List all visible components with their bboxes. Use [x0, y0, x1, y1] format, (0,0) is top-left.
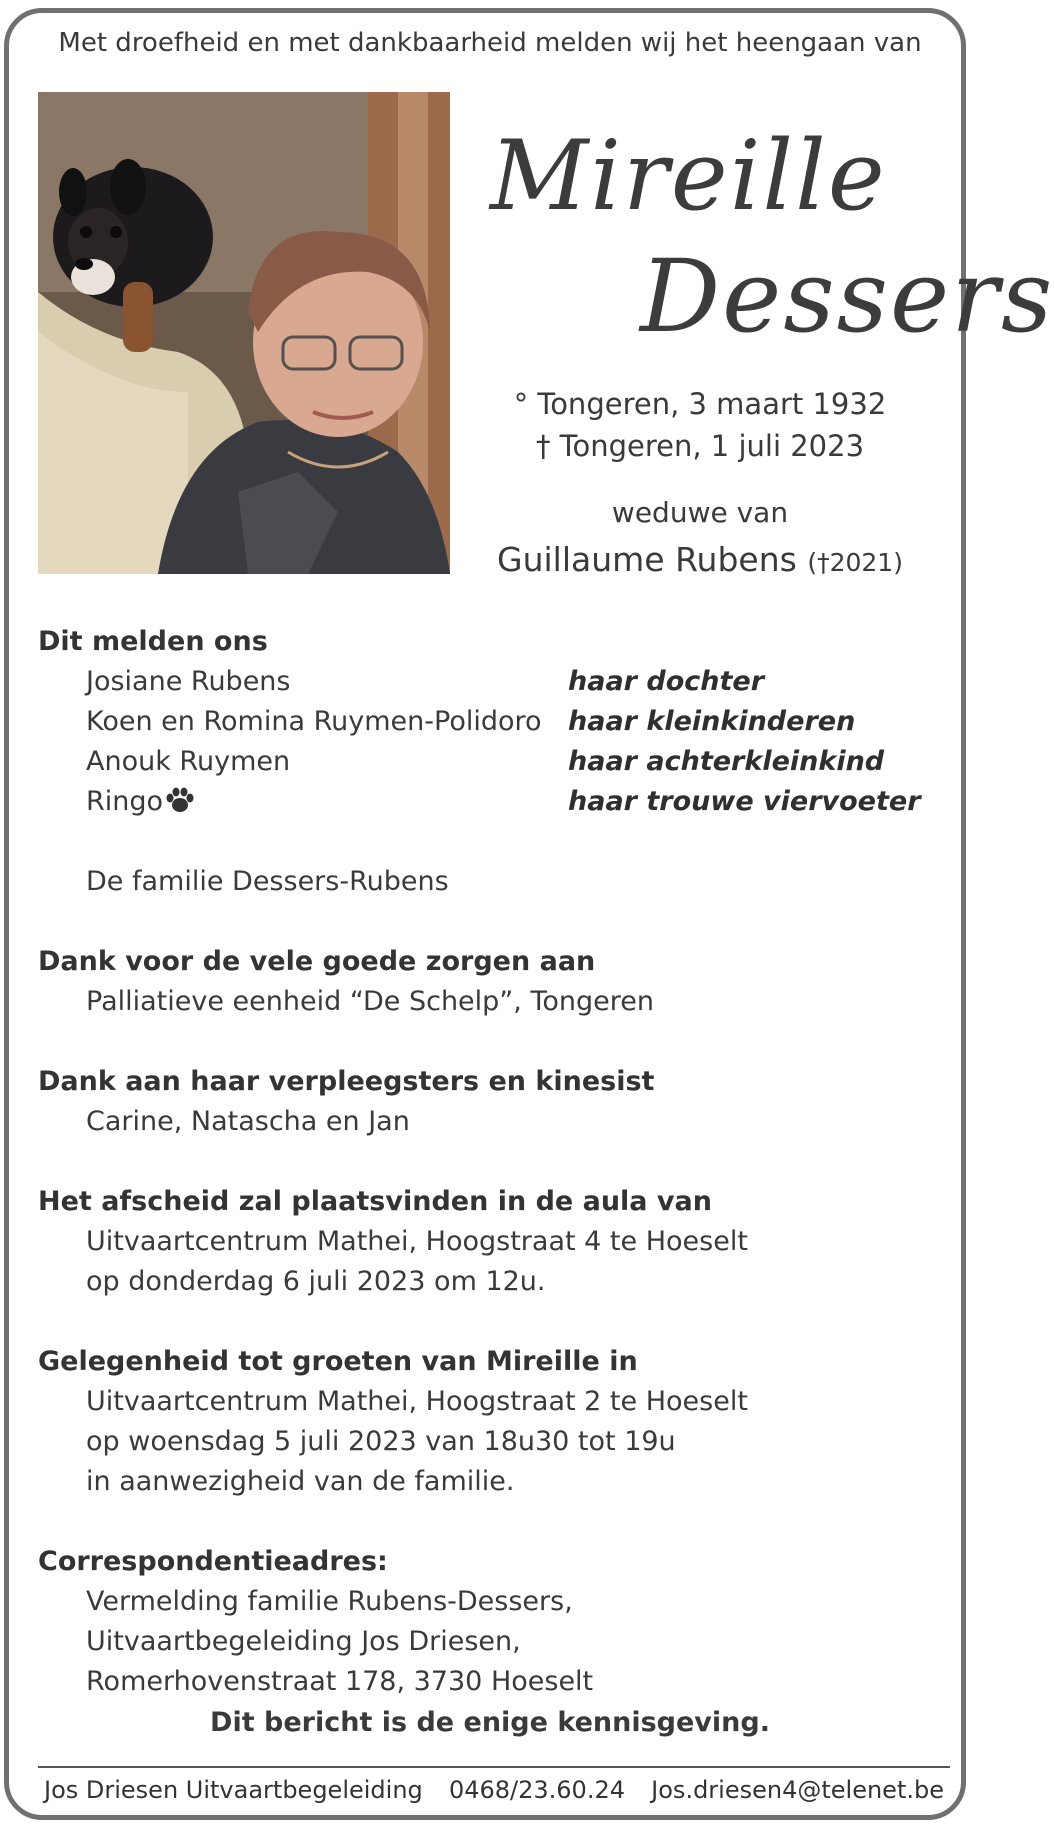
footer-phone[interactable]: 0468/23.60.24	[448, 1776, 625, 1804]
correspondence-line: Vermelding familie Rubens-Dessers,	[86, 1586, 573, 1617]
closing-note: Dit bericht is de enige kennisgeving.	[210, 1707, 770, 1738]
portrait-photo	[38, 92, 450, 574]
greeting-heading: Gelegenheid tot groeten van Mireille in	[38, 1346, 638, 1377]
greeting-line: in aanwezigheid van de familie.	[86, 1466, 515, 1497]
relative-name: Anouk Ruymen	[86, 746, 291, 777]
husband-death: (†2021)	[807, 548, 903, 577]
birth-date: ° Tongeren, 3 maart 1932	[513, 387, 887, 421]
greeting-line: Uitvaartcentrum Mathei, Hoogstraat 2 te Hoeselt	[86, 1386, 748, 1417]
correspondence-line: Uitvaartbegeleiding Jos Driesen,	[86, 1626, 521, 1657]
announcers-heading: Dit melden ons	[38, 626, 268, 657]
relative-row	[38, 702, 958, 742]
relative-name-pet	[38, 782, 568, 822]
farewell-heading: Het afscheid zal plaatsvinden in de aula van	[38, 1186, 712, 1217]
footer-divider	[38, 1766, 950, 1768]
relative-role: haar dochter	[568, 666, 765, 697]
farewell-line: op donderdag 6 juli 2023 om 12u.	[86, 1266, 546, 1297]
relative-name: Koen en Romina Ruymen-Polidoro	[86, 706, 542, 737]
life-dates	[420, 383, 980, 467]
correspondence-line: Romerhovenstraat 178, 3730 Hoeselt	[86, 1666, 594, 1697]
announcement-body	[38, 622, 958, 1702]
death-date: † Tongeren, 1 juli 2023	[535, 429, 865, 463]
family-line: De familie Dessers-Rubens	[86, 866, 449, 897]
footer-email[interactable]: Jos.driesen4@telenet.be	[651, 1776, 944, 1804]
portrait-photo-illustration	[38, 92, 450, 574]
relative-name: Josiane Rubens	[86, 666, 291, 697]
greeting-line: op woensdag 5 juli 2023 van 18u30 tot 19u	[86, 1426, 676, 1457]
relative-role: haar trouwe viervoeter	[568, 786, 921, 817]
footer	[44, 1776, 944, 1810]
pet-name: Ringo	[86, 786, 164, 817]
widow-label: weduwe van	[611, 496, 789, 529]
thanks-nurses-line: Carine, Natascha en Jan	[86, 1106, 410, 1137]
deceased-last-name: Dessers	[640, 238, 1054, 355]
husband-line	[420, 540, 980, 579]
relative-row	[38, 662, 958, 702]
deceased-first-name: Mireille	[490, 120, 887, 232]
husband-name: Guillaume Rubens	[497, 540, 797, 579]
correspondence-heading: Correspondentieadres:	[38, 1546, 388, 1577]
relative-row	[38, 742, 958, 782]
thanks-care-line: Palliatieve eenheid “De Schelp”, Tongeren	[86, 986, 654, 1017]
footer-company: Jos Driesen Uitvaartbegeleiding	[44, 1776, 423, 1804]
relative-role: haar kleinkinderen	[568, 706, 856, 737]
farewell-line: Uitvaartcentrum Mathei, Hoogstraat 4 te Hoeselt	[86, 1226, 748, 1257]
paw-icon	[163, 785, 197, 811]
relative-role: haar achterkleinkind	[568, 746, 885, 777]
intro-text: Met droefheid en met dankbaarheid melden wij het heengaan van	[58, 28, 922, 58]
thanks-nurses-heading: Dank aan haar verpleegsters en kinesist	[38, 1066, 655, 1097]
thanks-care-heading: Dank voor de vele goede zorgen aan	[38, 946, 596, 977]
relative-row	[38, 782, 958, 822]
